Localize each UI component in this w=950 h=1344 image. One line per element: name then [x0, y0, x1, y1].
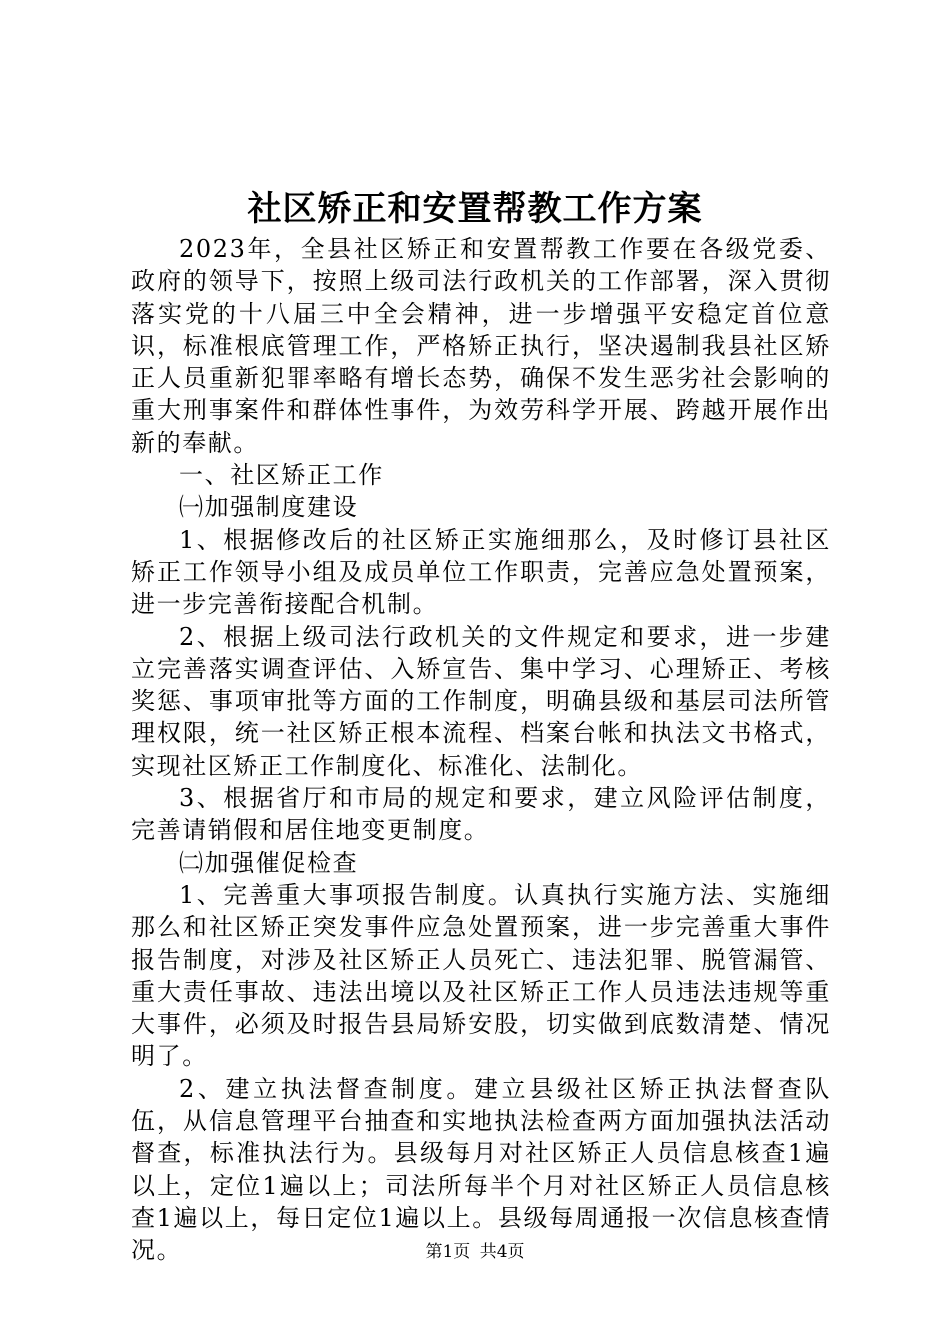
body-paragraph: 3、根据省厅和市局的规定和要求，建立风险评估制度，完善请销假和居住地变更制度。 — [131, 784, 831, 845]
body-paragraph: 1、完善重大事项报告制度。认真执行实施方法、实施细那么和社区矫正突发事件应急处置预案，进一步完善重大事件报告制度，对涉及社区矫正人员死亡、违法犯罪、脱管漏管、重大责任事故、违法出境以及社区矫正工作人员违法违规等重大事件，必须及时报告县局矫安股，切实做到底数清楚、情况明了。 — [131, 880, 831, 1071]
body-paragraph: 2、建立执法督查制度。建立县级社区矫正执法督查队伍，从信息管理平台抽查和实地执法检查两方面加强执法活动督查，标准执法行为。县级每月对社区矫正人员信息核查1遍以上，定位1遍以上；司法所每半个月对社区矫正人员信息核查1遍以上，每日定位1遍以上。县级每周通报一次信息核查情况。 — [131, 1074, 831, 1265]
page-number: 第1页 — [425, 1242, 471, 1262]
section-heading: 一、社区矫正工作 — [179, 461, 384, 490]
page-footer — [0, 1240, 950, 1264]
body-paragraph: 1、根据修改后的社区矫正实施细那么，及时修订县社区矫正工作领导小组及成员单位工作职责，完善应急处置预案，进一步完善衔接配合机制。 — [131, 525, 831, 619]
intro-paragraph: 2023年，全县社区矫正和安置帮教工作要在各级党委、政府的领导下，按照上级司法行政机关的工作部署，深入贯彻落实党的十八届三中全会精神，进一步增强平安稳定首位意识，标准根底管理工作，严格矫正执行，坚决遏制我县社区矫正人员重新犯罪率略有增长态势，确保不发生恶劣社会影响的重大刑事案件和群体性事件，为效劳科学开展、跨越开展作出新的奉献。 — [131, 235, 831, 457]
page-total: 共4页 — [479, 1242, 525, 1262]
body-paragraph: 2、根据上级司法行政机关的文件规定和要求，进一步建立完善落实调查评估、入矫宣告、集中学习、心理矫正、考核奖惩、事项审批等方面的工作制度，明确县级和基层司法所管理权限，统一社区矫正根本流程、档案台帐和执法文书格式，实现社区矫正工作制度化、标准化、法制化。 — [131, 622, 831, 780]
subsection-heading: ㈡加强催促检查 — [179, 848, 359, 877]
document-body — [131, 233, 831, 1267]
document-title: 社区矫正和安置帮教工作方案 — [247, 189, 703, 229]
subsection-heading: ㈠加强制度建设 — [179, 493, 359, 522]
